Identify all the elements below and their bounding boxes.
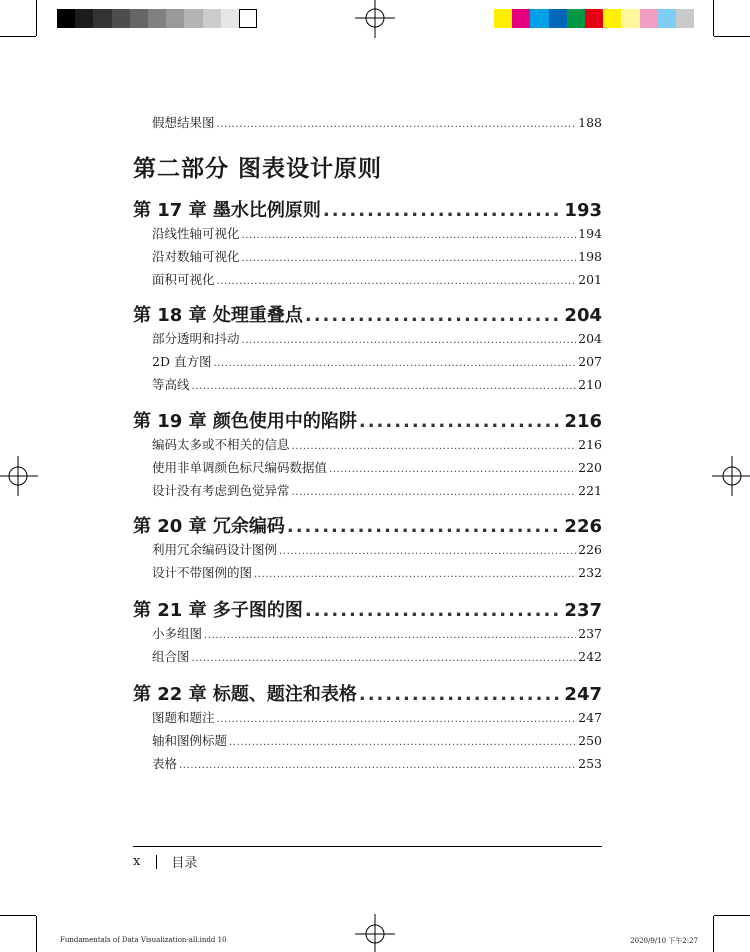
color-swatch bbox=[676, 9, 694, 28]
folio: x bbox=[133, 854, 141, 869]
toc-entry-page: 194 bbox=[578, 226, 602, 241]
toc-entry-title: 轴和图例标题 bbox=[152, 733, 228, 748]
toc-entry-title: 面积可视化 bbox=[152, 272, 215, 287]
footer-separator bbox=[156, 855, 157, 869]
toc-entry[interactable] bbox=[152, 731, 602, 749]
toc-entry-title: 利用冗余编码设计图例 bbox=[152, 542, 278, 557]
leader-dots bbox=[242, 253, 577, 264]
toc-entry[interactable] bbox=[152, 375, 602, 393]
chapter-page: 237 bbox=[564, 600, 602, 621]
crop-mark bbox=[714, 36, 750, 37]
toc-entry-page: 216 bbox=[578, 437, 602, 452]
slug-file: Fundamentals of Data Visualization-all.indd 10 bbox=[60, 936, 227, 944]
toc-entry[interactable] bbox=[152, 224, 602, 242]
toc-entry-page: 242 bbox=[578, 649, 602, 664]
leader-dots bbox=[323, 200, 563, 221]
toc-entry-title: 沿对数轴可视化 bbox=[152, 249, 240, 264]
toc-entry[interactable] bbox=[152, 270, 602, 288]
chapter-page: 193 bbox=[564, 200, 602, 221]
leader-dots bbox=[204, 630, 576, 641]
leader-dots bbox=[292, 441, 577, 452]
color-swatch bbox=[494, 9, 512, 28]
slug-date: 2020/9/10 下午2:27 bbox=[630, 937, 698, 945]
chapter-heading[interactable] bbox=[133, 407, 602, 433]
chapter-heading[interactable] bbox=[133, 680, 602, 706]
color-swatch bbox=[184, 9, 202, 28]
color-swatch bbox=[549, 9, 567, 28]
color-swatch bbox=[130, 9, 148, 28]
toc-entry-title: 表格 bbox=[152, 756, 178, 771]
chapter-heading[interactable] bbox=[133, 512, 602, 538]
toc-entry-title: 假想结果图 bbox=[152, 115, 215, 130]
toc-entry-page: 198 bbox=[578, 249, 602, 264]
toc-entry[interactable] bbox=[152, 113, 602, 131]
leader-dots bbox=[217, 276, 577, 287]
color-swatch bbox=[239, 9, 257, 28]
toc-entry[interactable] bbox=[152, 540, 602, 558]
leader-dots bbox=[217, 714, 577, 725]
toc-entry[interactable] bbox=[152, 563, 602, 581]
leader-dots bbox=[192, 653, 577, 664]
registration-mark-top-icon bbox=[355, 0, 395, 38]
toc-entry-page: 221 bbox=[578, 483, 602, 498]
toc-entry-title: 设计不带图例的图 bbox=[152, 565, 253, 580]
toc-entry-page: 204 bbox=[578, 331, 602, 346]
toc-entry-page: 210 bbox=[578, 377, 602, 392]
toc-entry-page: 250 bbox=[578, 733, 602, 748]
leader-dots bbox=[305, 600, 563, 621]
leader-dots bbox=[229, 737, 576, 748]
crop-mark bbox=[714, 915, 750, 916]
registration-mark-left-icon bbox=[0, 456, 38, 496]
chapter-page: 226 bbox=[564, 516, 602, 537]
crop-mark bbox=[36, 0, 37, 36]
toc-entry-title: 使用非单调颜色标尺编码数据值 bbox=[152, 460, 328, 475]
section-title: 第二部分 图表设计原则 bbox=[133, 156, 383, 182]
toc-entry-page: 201 bbox=[578, 272, 602, 287]
leader-dots bbox=[242, 230, 577, 241]
toc-entry[interactable] bbox=[152, 754, 602, 772]
toc-entry-title: 沿线性轴可视化 bbox=[152, 226, 240, 241]
toc-entry-title: 图题和题注 bbox=[152, 710, 215, 725]
toc-entry-page: 247 bbox=[578, 710, 602, 725]
leader-dots bbox=[179, 760, 576, 771]
leader-dots bbox=[359, 411, 563, 432]
color-swatch bbox=[640, 9, 658, 28]
color-swatch bbox=[75, 9, 93, 28]
toc-entry-title: 2D 直方图 bbox=[152, 354, 212, 369]
chapter-title: 第 21 章 多子图的图 bbox=[133, 600, 303, 621]
color-swatch bbox=[93, 9, 111, 28]
color-swatch bbox=[567, 9, 585, 28]
leader-dots bbox=[292, 487, 577, 498]
chapter-title: 第 20 章 冗余编码 bbox=[133, 516, 285, 537]
toc-entry[interactable] bbox=[152, 708, 602, 726]
chapter-heading[interactable] bbox=[133, 196, 602, 222]
color-swatch bbox=[148, 9, 166, 28]
toc-entry-page: 237 bbox=[578, 626, 602, 641]
toc-entry-page: 220 bbox=[578, 460, 602, 475]
chapter-title: 第 17 章 墨水比例原则 bbox=[133, 200, 321, 221]
chapter-heading[interactable] bbox=[133, 596, 602, 622]
color-swatch bbox=[203, 9, 221, 28]
registration-mark-bottom-icon bbox=[355, 914, 395, 952]
crop-mark bbox=[713, 0, 714, 36]
toc-entry[interactable] bbox=[152, 329, 602, 347]
leader-dots bbox=[329, 464, 576, 475]
color-swatch bbox=[530, 9, 548, 28]
chapter-page: 247 bbox=[564, 684, 602, 705]
leader-dots bbox=[254, 569, 576, 580]
color-swatch bbox=[658, 9, 676, 28]
color-swatch bbox=[603, 9, 621, 28]
color-swatch bbox=[512, 9, 530, 28]
color-swatch bbox=[221, 9, 239, 28]
crop-mark bbox=[713, 916, 714, 952]
crop-mark bbox=[0, 36, 36, 37]
toc-entry-page: 188 bbox=[578, 115, 602, 130]
crop-mark bbox=[36, 916, 37, 952]
chapter-heading[interactable] bbox=[133, 301, 602, 327]
toc-entry-title: 组合图 bbox=[152, 649, 190, 664]
toc-entry-title: 小多组图 bbox=[152, 626, 203, 641]
chapter-title: 第 19 章 颜色使用中的陷阱 bbox=[133, 411, 357, 432]
toc-entry[interactable] bbox=[152, 247, 602, 265]
toc-entry-title: 设计没有考虑到色觉异常 bbox=[152, 483, 290, 498]
chapter-page: 204 bbox=[564, 305, 602, 326]
chapter-page: 216 bbox=[564, 411, 602, 432]
toc-entry-title: 部分透明和抖动 bbox=[152, 331, 240, 346]
toc-entry-page: 226 bbox=[578, 542, 602, 557]
chapter-title: 第 22 章 标题、题注和表格 bbox=[133, 684, 357, 705]
leader-dots bbox=[213, 358, 576, 369]
leader-dots bbox=[217, 119, 577, 130]
toc-entry-page: 232 bbox=[578, 565, 602, 580]
registration-mark-right-icon bbox=[712, 456, 750, 496]
toc-entry-title: 编码太多或不相关的信息 bbox=[152, 437, 290, 452]
color-swatch bbox=[585, 9, 603, 28]
toc-entry[interactable] bbox=[152, 458, 602, 476]
footer-section: 目录 bbox=[171, 856, 198, 871]
chapter-title: 第 18 章 处理重叠点 bbox=[133, 305, 303, 326]
toc-entry-title: 等高线 bbox=[152, 377, 190, 392]
toc-entry[interactable] bbox=[152, 624, 602, 642]
leader-dots bbox=[305, 305, 563, 326]
leader-dots bbox=[279, 546, 576, 557]
toc-entry[interactable] bbox=[152, 435, 602, 453]
leader-dots bbox=[192, 381, 577, 392]
color-swatch bbox=[112, 9, 130, 28]
leader-dots bbox=[287, 516, 563, 537]
color-swatch bbox=[166, 9, 184, 28]
toc-entry-page: 207 bbox=[578, 354, 602, 369]
color-swatch bbox=[621, 9, 639, 28]
color-swatch bbox=[57, 9, 75, 28]
toc-entry-page: 253 bbox=[578, 756, 602, 771]
footer bbox=[133, 852, 197, 871]
leader-dots bbox=[242, 335, 577, 346]
crop-mark bbox=[0, 915, 36, 916]
toc-entry[interactable] bbox=[152, 481, 602, 499]
leader-dots bbox=[359, 684, 563, 705]
toc-entry[interactable] bbox=[152, 352, 602, 370]
toc-entry[interactable] bbox=[152, 647, 602, 665]
footer-rule bbox=[133, 846, 602, 847]
